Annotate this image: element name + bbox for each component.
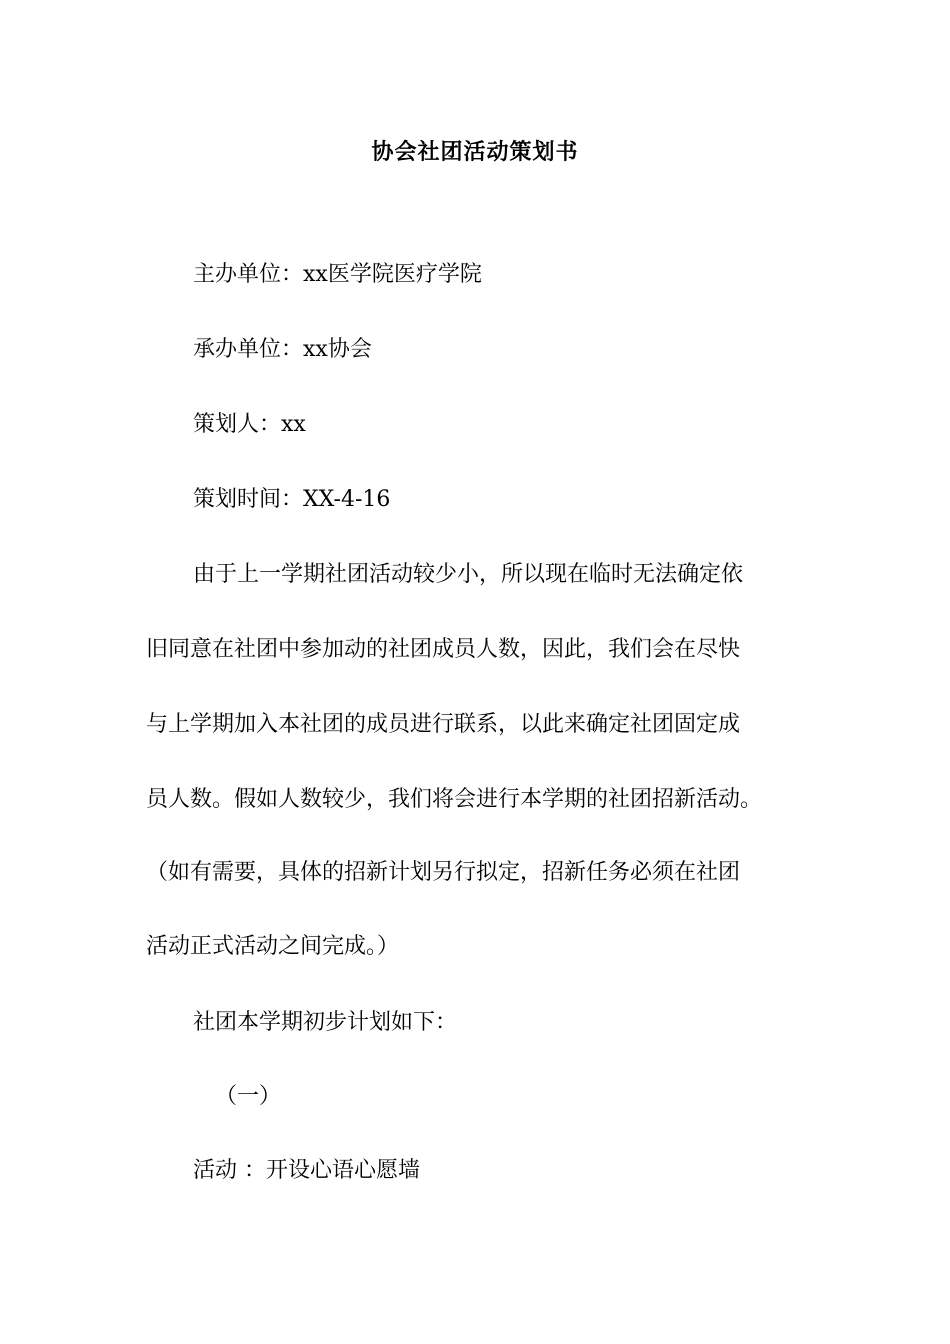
plan-date-line: 策划时间：XX-4-16 <box>193 487 391 512</box>
document-title: 协会社团活动策划书 <box>371 139 579 165</box>
paragraph-line: 员人数。假如人数较少，我们将会进行本学期的社团招新活动。 <box>146 787 763 812</box>
co-organizer-line: 承办单位：xx协会 <box>193 337 372 362</box>
paragraph-line: 与上学期加入本社团的成员进行联系，以此来确定社团固定成 <box>146 712 741 737</box>
plan-intro-line: 社团本学期初步计划如下： <box>193 1010 458 1035</box>
organizer-line: 主办单位：xx医学院医疗学院 <box>193 262 482 287</box>
paragraph-line: 活动正式活动之间完成。） <box>146 934 400 959</box>
planner-line: 策划人：xx <box>193 412 306 437</box>
paragraph-line: 由于上一学期社团活动较少小，所以现在临时无法确定依 <box>193 562 744 587</box>
section-number: （一） <box>215 1084 282 1109</box>
activity-line: 活动 ：开设心语心愿墙 <box>193 1158 420 1183</box>
paragraph-line: （如有需要，具体的招新计划另行拟定，招新任务必须在社团 <box>146 860 741 885</box>
paragraph-line: 旧同意在社团中参加动的社团成员人数，因此，我们会在尽快 <box>146 637 741 662</box>
